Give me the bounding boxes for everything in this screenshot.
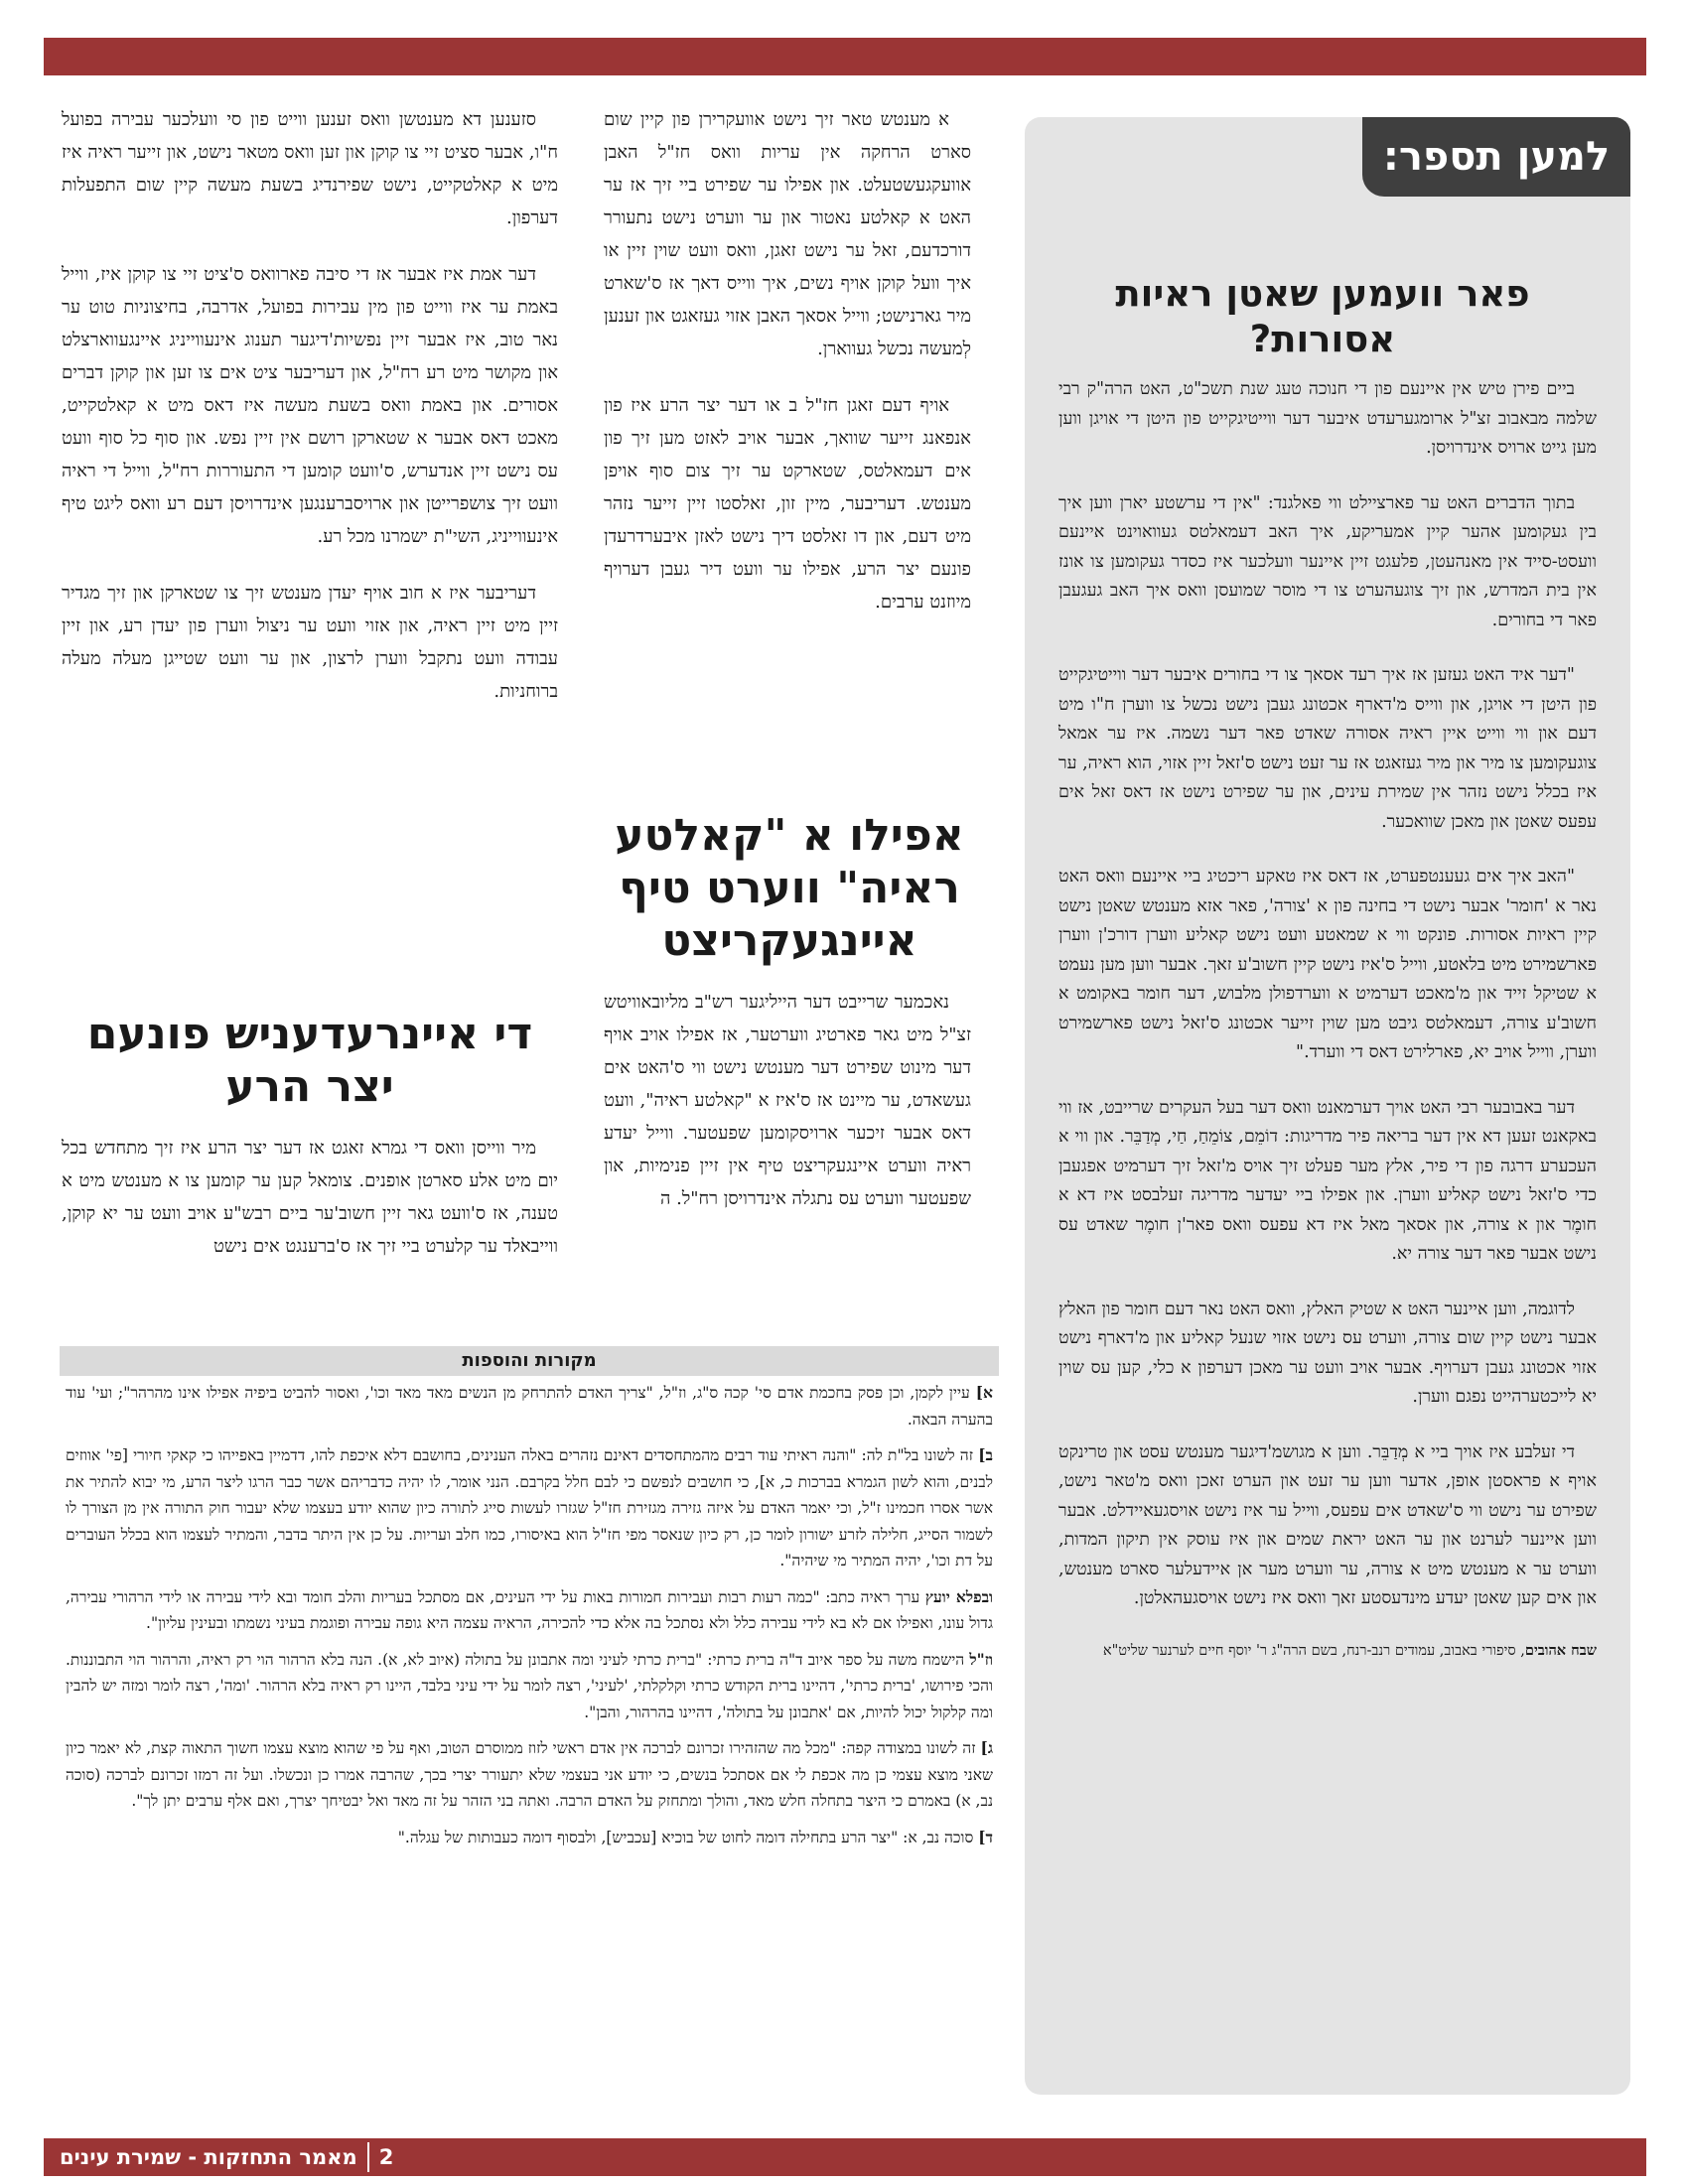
sidebar-story-box: [1025, 117, 1630, 2095]
footnote-text: ערך ראיה כתב: "כמה רעות רבות ועבירות חמורות באות על ידי העינים, אם מסתכל בעריות והלב חומד ובא לידי עבירה או לידי הרהורי עבירה, גדול עונו, ואפילו אם לא בא לידי עבירה כלל ולא נסתכל בה אלא כדי להכירה, הראיה עצמה היא גופה עבירה ופוגמת בעיני נשמתו ובעינין עליון".: [66, 1587, 993, 1632]
sidebar-paragraph: בתוך הדברים האט ער פארציילט ווי פאלגנד: "אין די ערשטע יארן ווען איך בין געקומען אהער קיין אמעריקע, איך האב דעמאלטס געוואוינט איינעם וועסט-סייד אין מאנהעטן, פלעגט זיין איינער וועלכער איז כסדר געקומען צו אונז אין בית המדרש, און זיך צוגעהערט צו די מוסר שמועסן וואס איך האב געגעבן פאר די בחורים.: [1058, 492, 1597, 630]
middle-paragraph: א מענטש טאר זיך נישט אוועקרירן פון קיין שום סארט הרחקה אין עריות וואס חז"ל האבן אוועקגעשטעלט. און אפילו ער שפירט ביי זיך אז ער האט א קאלטע נאטור און ער ווערט נישט נתעורר דורכדעם, זאל ער נישט זאגן, וואס וועט שוין זיין או איך וועל קוקן אויף נשים, איך ווייס דאך אז ס'שארט מיר גארנישט; ווייל אסאך האבן אזוי געזאגט און זענען לְמעשה נכשל געווארן.: [604, 109, 971, 359]
sources-body: [60, 1376, 999, 1850]
middle-heading: אפילו א "קאלטע ראיה" ווערט טיף איינגעקריצט: [615, 810, 964, 966]
sources-header: מקורות והוספות: [60, 1346, 999, 1376]
sidebar-paragraph: ביים פירן טיש אין איינעם פון די חנוכה טעג שנת תשכ"ט, האט הרה"ק רבי שלמה מבאבוב זצ"ל ארומגערעדט איבער דער ווייטיגקייט פון היטן די אויגן ווען מען גייט ארויס אינדרויסן.: [1058, 379, 1597, 458]
sidebar-paragraph: לדוגמה, ווען איינער האט א שטיק האלץ, וואס האט נאר דעם חומר פון האלץ אבער נישט קיין שום צורה, ווערט עס נישט אזוי שנעל קאליע און מ'דארף נישט אזוי אכטונג געבן דערויף. אבער אויב וועט ער מאכן דערפון א כלי, קען עס שוין יא לייכטערהייט נפגם ווערן.: [1058, 1298, 1597, 1407]
footnote-text: זה לשונו במצודה קפה: "מכל מה שהזהירו זכרונם לברכה אין אדם ראשי לזוז ממוסרם הטוב, ואף על פי שהוא מוצא עצמו חשוך התאוה קצת, לא יאמר כיון שאני מוצא עצמי כן מה אכפת לי אם אסתכל בנשים, כי יודע אני בעצמי שלא יתעורר יצרי בכך, שהרבה אמרו כן ונכשלו. ועל זה רמזו זכרונם לברכה (סוכה נב, א) באמרם כי היצר בתחלה חלש מאד, והולך ומתחזק על האדם הרבה. ואתה בני הזהר על זה מאד ואל יבטיחך יצרך, ואם אלף ערבים יתן לך".: [66, 1739, 993, 1810]
left-column-lower: [62, 1132, 558, 1287]
sidebar-source: [1058, 1640, 1597, 1662]
sidebar-source-label: שבח אהובים: [1524, 1641, 1597, 1659]
footnote-text: סוכה נב, א: "יצר הרע בתחילה דומה לחוט של בוכיא [עכביש], ולבסוף דומה כעבותות של עגלה.": [397, 1828, 974, 1846]
sidebar-body: [1058, 375, 1597, 1662]
footnote-text: הישמח משה על ספר איוב ד"ה ברית כרתי: "ברית כרתי לעיני ומה אתבונן על בתולה (איוב לא, א). הנה בלא הרהור הוי רק ראיה, והרהור הוי התבוננות. והכי פירושו, 'ברית כרתי', דהיינו ברית הקודש כרתי וקלקלתי, 'לעיני', רצה לומר על ידי עיני בלבד, היינו רק ראיה בלא הרהור. 'ומה', רצה לומר ומזה יש להבין ומה קלקול יכול להיות, אם 'אתבונן על בתולה', דהיינו בהרהור, והבן".: [66, 1650, 993, 1721]
sources-section: [60, 1346, 999, 1860]
footnote-mark: וז"ל: [969, 1649, 993, 1669]
footnote: [66, 1647, 993, 1726]
footnote-text: זה לשונו בל"ת לה: "והנה ראיתי עוד רבים מהמתחסדים דאינם נזהרים באלה הענינים, בחושבם דלא איכפת להו, דדמיין באפייהו כי קאקי חיורי [פי' אווזים לבנים, והוא לשון הגמרא בברכות כ, א], כי חושבים לנפשם כי לבם חלל בקרבם. הנני אומר, לו יהיה כדבריהם אשר כבר הרגו ליצר הרע, מי יבוא להתיר את אשר אסרו חכמינו ז"ל, וכי יאמר האדם על איזה גזירה מגזירת חז"ל שגזרו לעשות סייג לתורה כיון שהוא יודע בעצמו שלא יעבור חוק התורה אין מן הצורך לו לשמור הסייג, חלילה לזרע ישורון לומר כן, רק כיון שנאסר מפי חז"ל הוא באיסורו, כמו חלב ועריות. על כן אין היתר בדבר, והמתיר לעצמו הוא בכלל העוברים על דת וכו', יהיה המתיר מי שיהיה".: [66, 1446, 993, 1570]
middle-paragraph: נאכמער שרייבט דער הייליגער רש"ב מליובאוויטש זצ"ל מיט גאר פארטיג ווערטער, אז אפילו אויב אויף דער מינוט שפירט דער מענטש נישט ווי ס'האט אים געשאדט, ער מיינט אז ס'איז א "קאלטע ראיה", וועט דאס אבער זיכער ארויסקומען שפעטער. ווייל יעדע ראיה ווערט איינגעקריצט טיף אין זיין פנימיות, און שפעטער ווערט עס נתגלה אינדרויסן רח"ל. ה: [604, 992, 971, 1209]
left-paragraph: דעריבער איז א חוב אויף יעדן מענטש זיך צו שטארקן און זיך מגדיר זיין מיט זיין ראיה, און אזוי וועט ער ניצול ווערן פון יעדן רע, און זיין עבודה וועט נתקבל ווערן לרצון, און ער וועט שטייגן מעלה מעלה ברוחניות.: [62, 583, 558, 702]
footnote: [66, 1825, 993, 1851]
sidebar-paragraph: "האב איך אים געענטפערט, אז דאס איז טאקע ריכטיג ביי איינעם וואס האט נאר א 'חומר' אבער נישט די בחינה פון א 'צורה', פאר אזא מענטש שאטן נישט קיין ראיות אסורות. פונקט ווי א שמאטע וועט נישט קאליע ווערן דורכ'ן ווערן פארשמירט מיט בלאטע, ווייל ס'איז נישט קיין חשוב'ע זאך. אבער ווען מען נעמט א שטיקל זייד און מ'מאכט דערמיט א ווערדפולן מלבוש, דער חומר באקומט א חשוב'ע צורה, דעמאלטס גיבט מען שוין זייער אכטונג ס'זאל נישט פארשמירט ווערן, ווייל אויב יא, פארלירט דאס די ווערד.": [1058, 867, 1597, 1062]
left-paragraph: מיר ווייסן וואס די גמרא זאגט אז דער יצר הרע איז זיך מתחדש בכל יום מיט אלע סארטן אופנים. צומאל קען ער קומען צו א מענטש מיט א טענה, אז ס'וועט גאר זיין חשוב'ער ביים רבש"ע אויב וועט ער יא קוקן, ווייבאלד ער קלערט ביי זיך אז ס'ברענגט אים נישט: [62, 1138, 558, 1257]
left-paragraph: סזענען דא מענטשן וואס זענען ווייט פון סי וועלכער עבירה בפועל ח"ו, אבער סציט זיי צו קוקן און זען וואס מטאר נישט, און זייער ראיה איז מיט א קאלטקייט, נישט שפירנדיג בשעת מעשה קיין שום התפעלות דערפון.: [62, 109, 558, 228]
middle-column-lower: [604, 986, 971, 1239]
footnote-text: עיין לקמן, וכן פסק בחכמת אדם סי' קכה ס"ג, וז"ל, "צריך האדם להתרחק מן הנשים מאד מאד וכו', ואסור להביט ביפיה אפילו אינו מהרהר"; ועי' עוד בהערה הבאה.: [66, 1384, 993, 1429]
footer-text: [60, 2142, 393, 2172]
footnote: [66, 1380, 993, 1433]
footnote: [66, 1735, 993, 1815]
middle-column: [604, 103, 971, 642]
top-banner: [44, 38, 1646, 75]
footnote-mark: ד]: [978, 1827, 993, 1846]
footnote-mark: ב]: [978, 1445, 993, 1464]
footnote-mark: ג]: [980, 1738, 993, 1757]
sidebar-source-text: , סיפורי באבוב, עמודים רנב-רנח, בשם הרה"ג ר' יוסף חיים לערנער שליט"א: [1102, 1642, 1525, 1659]
publication-title: מאמר התחזקות - שמירת עינים: [60, 2145, 357, 2169]
sidebar-paragraph: "דער איד האט געזען אז איך רעד אסאך צו די בחורים איבער דער ווייטיגקייט פון היטן די אויגן, און ווייס מ'דארף אכטונג געבן נישט נכשל צו ווערן ח"ו מיט דעם און ווי ווייט איין ראיה אסורה שאדט פאר דער נשמה. איז ער אמאל צוגעקומען צו מיר און מיר געזאגט אז ער זעט נישט ס'זאל זיין אזוי, הוא ראיה, ער איז בכלל נישט נזהר אין שמירת עינים, און ער שפירט נישט אז דאס זאל אים עפעס שאטן און מאכן שוואכער.: [1058, 665, 1597, 832]
left-heading: די איינרעדעניש פונעם יצר הרע: [86, 1009, 533, 1112]
footnote-mark: א]: [975, 1383, 993, 1402]
footnote: [66, 1584, 993, 1637]
page-number: 2: [367, 2142, 394, 2172]
sidebar-paragraph: דער באבובער רבי האט אויך דערמאנט וואס דער בעל העקרים שרייבט, אז ווי באקאנט זעען דא אין דער בריאה פיר מדריגות: דוֹמֵם, צוֹמֵחַ, חַי, מְדַבֵּר. און ווי א העכערע דרגה פון די פיר, אלץ מער פעלט זיך אויס מ'זאל זיך דערמיט אפגעבן כדי ס'זאל נישט קאליע ווערן. און אפילו ביי יעדער מדריגה זעלבסט איז דא א חומֶר און א צורה, און אסאך מאל איז דא עפעס וואס פאר'ן חומֶר שאדט עס נישט אבער פאר דער צורה יא.: [1058, 1097, 1597, 1264]
sidebar-tag: למען תספר:: [1362, 117, 1630, 197]
left-column: [62, 103, 558, 732]
middle-paragraph: אויף דעם זאגן חז"ל ב או דער יצר הרע איז פון אנפאנג זייער שוואך, אבער אויב לאזט מען זיך פון אים דעמאלטס, שטארקט ער זיך צום סוף אויפן מענטש. דעריבער, מיין זון, זאלסטו זיין זייער נזהר מיט דעם, און דו זאלסט דיך נישט לאזן איבערדרעדן פונעם יצר הרע, אפילו ער וועט דיר געבן דערויף מיוזנט ערבים.: [604, 395, 971, 613]
sidebar-title: פאר וועמען שאטן ראיות אסורות?: [1115, 272, 1530, 360]
footnote-mark: ובפלא יועץ: [924, 1586, 994, 1606]
sidebar-paragraph: די זעלבע איז אויך ביי א מְדַבֵּר. ווען א מגושמ'דיגער מענטש עסט און טרינקט אויף א פראסטן אופן, אדער ווען ער זעט און הערט זאכן וואס מ'טאר נישט, שפירט ער נישט ווי ס'שאדט אים עפעס, ווייל ער איז נישט אויסגעאיידלט. אבער ווען איינער לערנט און ער האט יראת שמים און איז עוסק אין תיקון המדות, ווערט ער א מענטש מיט א צורה, ער ווערט מער אן איידעלער סארט מענטש, און אים קען שאטן יעדע מינדעסטע זאך וואס איז נישט אויסגעהאלטן.: [1058, 1441, 1597, 1608]
left-paragraph: דער אמת איז אבער אז די סיבה פארוואס ס'ציט זיי צו קוקן איז, ווייל באמת ער איז ווייט פון מין עבירות בפועל, אדרבה, בחיצוניות טוט ער נאר טוב, איז אבער זיין נפשיות'דיגער תענוג אינעווייניג איינגעווארצלט און מקושר מיט רע רח"ל, און דעריבער ציט אים צו זען און קוקן דברים אסורים. און באמת וואס בשעת מעשה איז דאס מיט א קאלטקייט, מאכט דאס אבער א שטארקן רושם אין זיין נפש. און סוף כל סוף וועט עס נישט זיין אנדערש, ס'וועט קומען די התעוררות רח"ל, ווייל די ראיה וועט זיך צושפרייטן און ארויסברענגען אינדרויסן דעם רע וואס ליגט טיף אינעווייניג, השי"ת ישמרנו מכל רע.: [62, 264, 558, 547]
footnote: [66, 1442, 993, 1574]
